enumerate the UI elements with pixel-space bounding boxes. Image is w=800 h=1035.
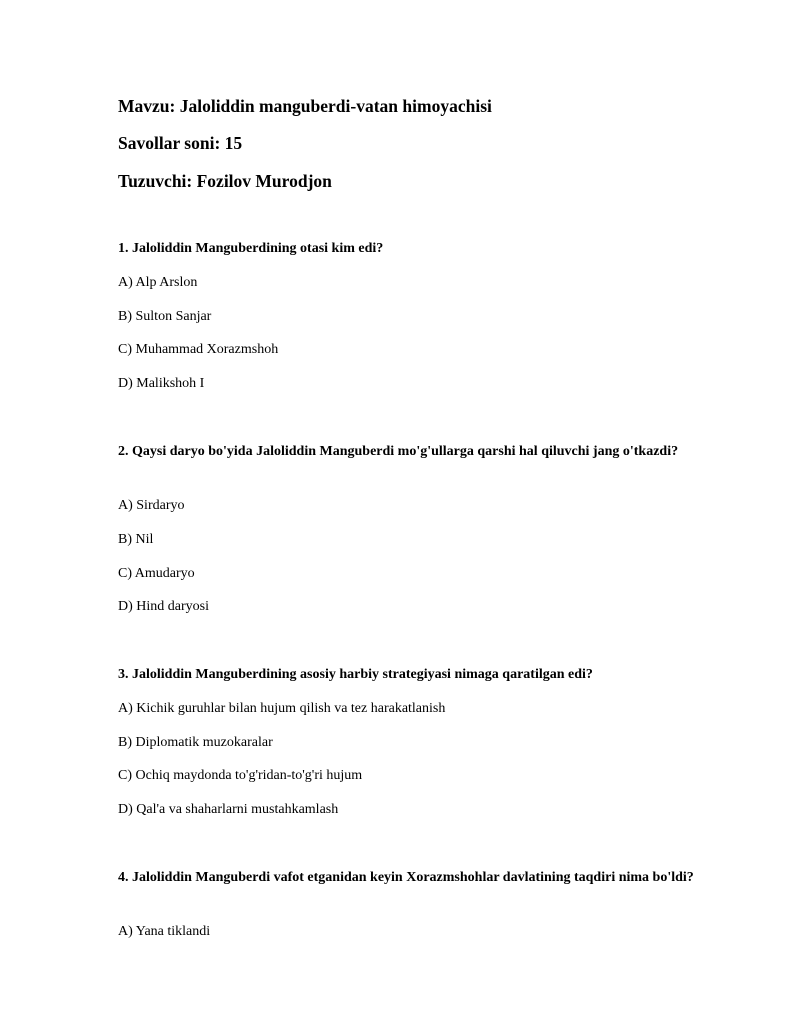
author-heading: Tuzuvchi: Fozilov Murodjon: [118, 171, 332, 191]
question-2-option-c: C) Amudaryo: [118, 566, 195, 581]
question-1-option-c: C) Muhammad Xorazmshoh: [118, 342, 279, 357]
question-1-option-b: B) Sulton Sanjar: [118, 309, 212, 324]
question-count-heading: Savollar soni: 15: [118, 133, 243, 153]
question-1-option-a: A) Alp Arslon: [118, 275, 198, 290]
question-3-option-b: B) Diplomatik muzokaralar: [118, 735, 273, 750]
question-3-option-a: A) Kichik guruhlar bilan hujum qilish va tez harakatlanish: [118, 701, 446, 716]
question-2-option-b: B) Nil: [118, 532, 154, 547]
question-3-text: 3. Jaloliddin Manguberdining asosiy harbiy strategiyasi nimaga qaratilgan edi?: [118, 667, 593, 682]
question-2-option-d: D) Hind daryosi: [118, 599, 209, 614]
question-1-text: 1. Jaloliddin Manguberdining otasi kim edi?: [118, 241, 384, 256]
question-4-option-a: A) Yana tiklandi: [118, 924, 211, 939]
question-1-option-d: D) Malikshoh I: [118, 376, 205, 391]
question-3-option-d: D) Qal'a va shaharlarni mustahkamlash: [118, 802, 339, 817]
question-4-text: 4. Jaloliddin Manguberdi vafot etganidan keyin Xorazmshohlar davlatining taqdiri nima bo'ldi?: [118, 870, 694, 885]
question-2-option-a: A) Sirdaryo: [118, 498, 185, 513]
topic-heading: Mavzu: Jaloliddin manguberdi-vatan himoyachisi: [118, 96, 492, 116]
question-2-text: 2. Qaysi daryo bo'yida Jaloliddin Manguberdi mo'g'ullarga qarshi hal qiluvchi jang o'tkazdi?: [118, 444, 679, 459]
question-3-option-c: C) Ochiq maydonda to'g'ridan-to'g'ri hujum: [118, 768, 363, 783]
